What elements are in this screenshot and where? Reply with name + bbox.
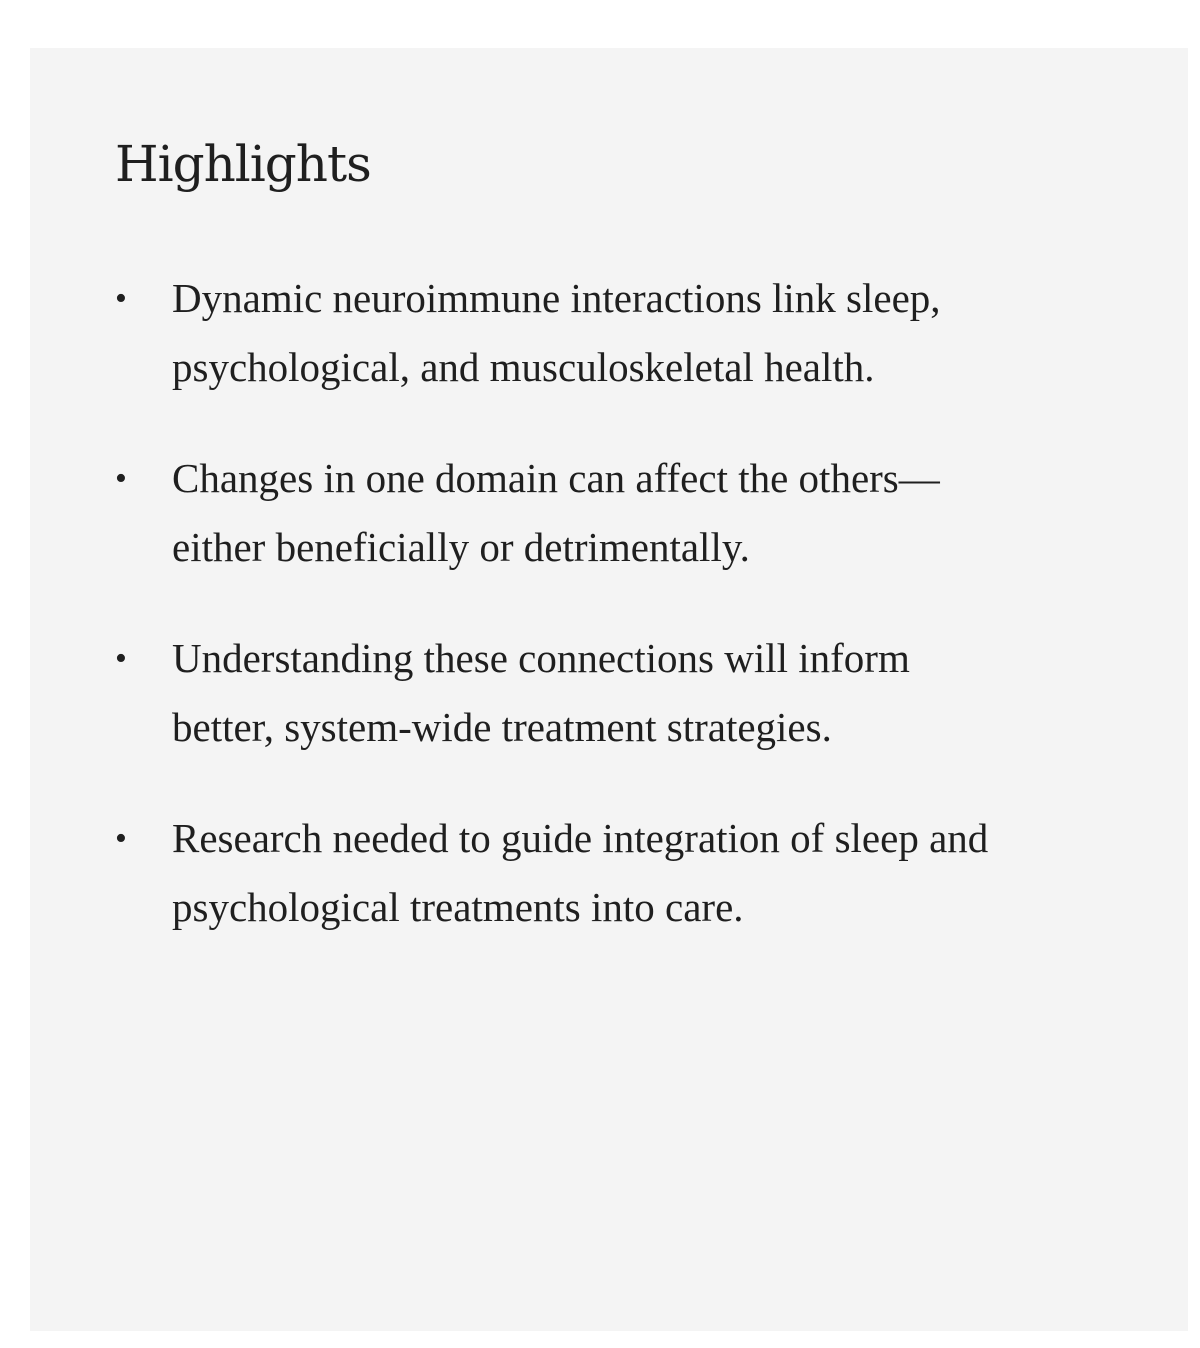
bullet-icon: • bbox=[115, 280, 127, 317]
highlight-text: Changes in one domain can affect the others—either beneficially or detrimentally. bbox=[172, 455, 940, 570]
highlight-text: Research needed to guide integration of sleep and psychological treatments into care. bbox=[172, 815, 989, 930]
bullet-icon: • bbox=[115, 640, 127, 677]
highlight-text: Dynamic neuroimmune interactions link sleep, psychological, and musculoskeletal health. bbox=[172, 275, 941, 390]
bullet-icon: • bbox=[115, 820, 127, 857]
highlight-item bbox=[115, 804, 995, 942]
highlight-item bbox=[115, 264, 995, 402]
highlight-text: Understanding these connections will inform better, system-wide treatment strategies. bbox=[172, 635, 910, 750]
bullet-icon: • bbox=[115, 460, 127, 497]
highlight-item bbox=[115, 444, 995, 582]
highlight-item bbox=[115, 624, 995, 762]
highlights-heading: Highlights bbox=[115, 135, 371, 193]
highlights-section bbox=[30, 48, 1188, 1331]
highlights-list bbox=[115, 264, 995, 984]
